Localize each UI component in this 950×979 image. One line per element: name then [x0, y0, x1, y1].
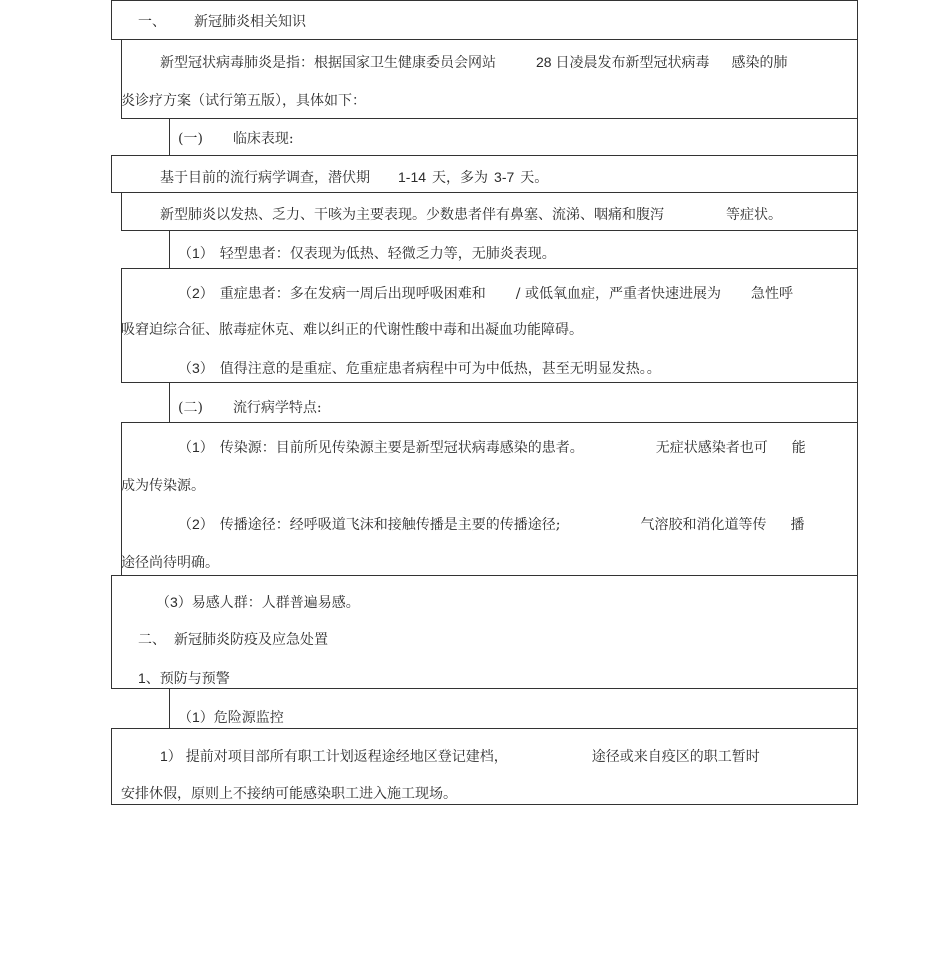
plan-line-1 [160, 746, 760, 767]
symptoms-text-a: 新型肺炎以发热、乏力、干咳为主要表现。少数患者伴有鼻塞、流涕、咽痛和腹泻 [160, 207, 664, 223]
monitor-heading [178, 707, 284, 728]
section1-heading [138, 12, 306, 32]
severe-text-c: 急性呼 [750, 286, 793, 302]
severe-text-d: 吸窘迫综合征、脓毒症休克、难以纠正的代谢性酸中毒和出凝血功能障碍。 [121, 322, 583, 338]
note3-number: （3） [178, 360, 214, 376]
source-text-a: 传染源：目前所见传染源主要是新型冠状病毒感染的患者。 [219, 440, 584, 456]
crowd-line [156, 592, 360, 613]
severe-text-a: 重症患者：多在发病一周后出现呼吸困难和 [219, 286, 486, 302]
intro-text-a: 新型冠状病毒肺炎是指：根据国家卫生健康委员会网站 [160, 55, 496, 71]
source-text-c: 能 [791, 440, 806, 456]
route-text-d: 途径尚待明确。 [121, 555, 219, 571]
incubation-text-c: 天，多为 [432, 170, 489, 186]
note3-text: 值得注意的是重症、危重症患者病程中可为中低热，甚至无明显发热。。 [219, 361, 661, 377]
section2-number: 二、 [138, 632, 166, 648]
crowd-number: （3） [156, 594, 192, 610]
section2-sub-number: 1、 [138, 670, 160, 686]
intro-line-1 [160, 52, 787, 73]
incubation-range: 1-14 [398, 169, 427, 185]
source-line-1 [178, 437, 806, 458]
monitor-number: （1） [178, 709, 214, 725]
route-text-c: 播 [790, 517, 805, 533]
route-line-2 [121, 553, 219, 573]
intro-line-2 [121, 91, 366, 111]
source-text-b: 无症状感染者也可 [655, 440, 768, 456]
incubation-text-a: 基于目前的流行病学调查，潜伏期 [160, 170, 370, 186]
mild-line [178, 243, 556, 264]
section1-title: 新冠肺炎相关知识 [194, 14, 306, 30]
sub1-number: (一) [178, 131, 203, 147]
section2-sub-heading [138, 668, 230, 689]
crowd-text: 易感人群：人群普遍易感。 [191, 595, 360, 611]
severe-text-b: / 或低氧血症，严重者快速进展为 [515, 286, 721, 302]
plan-text-b: 途径或来自疫区的职工暂时 [591, 749, 760, 765]
route-line-1 [178, 514, 805, 535]
route-text-a: 传播途径：经呼吸道飞沫和接触传播是主要的传播途径; [219, 517, 561, 533]
mild-text: 轻型患者：仅表现为低热、轻微乏力等，无肺炎表现。 [219, 246, 556, 262]
intro-text-d: 炎诊疗方案（试行第五版），具体如下： [121, 93, 366, 109]
source-text-d: 成为传染源。 [121, 478, 205, 494]
plan-text-c: 安排休假，原则上不接纳可能感染职工进入施工现场。 [121, 786, 457, 802]
sub2-number: (二) [178, 400, 203, 416]
incubation-text-e: 天。 [520, 170, 549, 186]
section2-sub-title: 预防与预警 [159, 671, 230, 687]
intro-text-b: 28 日凌晨发布新型冠状病毒 [536, 54, 710, 70]
monitor-title: 危险源监控 [213, 710, 284, 726]
incubation-common: 3-7 [494, 169, 515, 185]
section1-number: 一、 [138, 14, 166, 30]
mild-number: （1） [178, 245, 214, 261]
source-number: （1） [178, 439, 214, 455]
severe-line-2 [121, 320, 583, 340]
route-number: （2） [178, 516, 214, 532]
route-text-b: 气溶胶和消化道等传 [640, 517, 767, 533]
sub1-heading [178, 129, 294, 149]
plan-line-2 [121, 784, 457, 804]
intro-text-c: 感染的肺 [731, 55, 788, 71]
severe-number: （2） [178, 285, 214, 301]
severe-line-1 [178, 283, 793, 304]
note3-line [178, 358, 661, 379]
sub1-title: 临床表现: [232, 131, 294, 147]
symptoms-text-b: 等症状。 [726, 207, 782, 223]
section2-heading [138, 630, 328, 650]
incubation-line [160, 167, 548, 188]
plan-number: 1） [160, 748, 182, 764]
source-line-2 [121, 476, 205, 496]
symptoms-line [160, 205, 782, 225]
sub2-heading [178, 398, 322, 418]
plan-text-a: 提前对项目部所有职工计划返程途经地区登记建档， [185, 749, 508, 765]
section2-title: 新冠肺炎防疫及应急处置 [174, 632, 328, 648]
sub2-title: 流行病学特点: [232, 400, 322, 416]
